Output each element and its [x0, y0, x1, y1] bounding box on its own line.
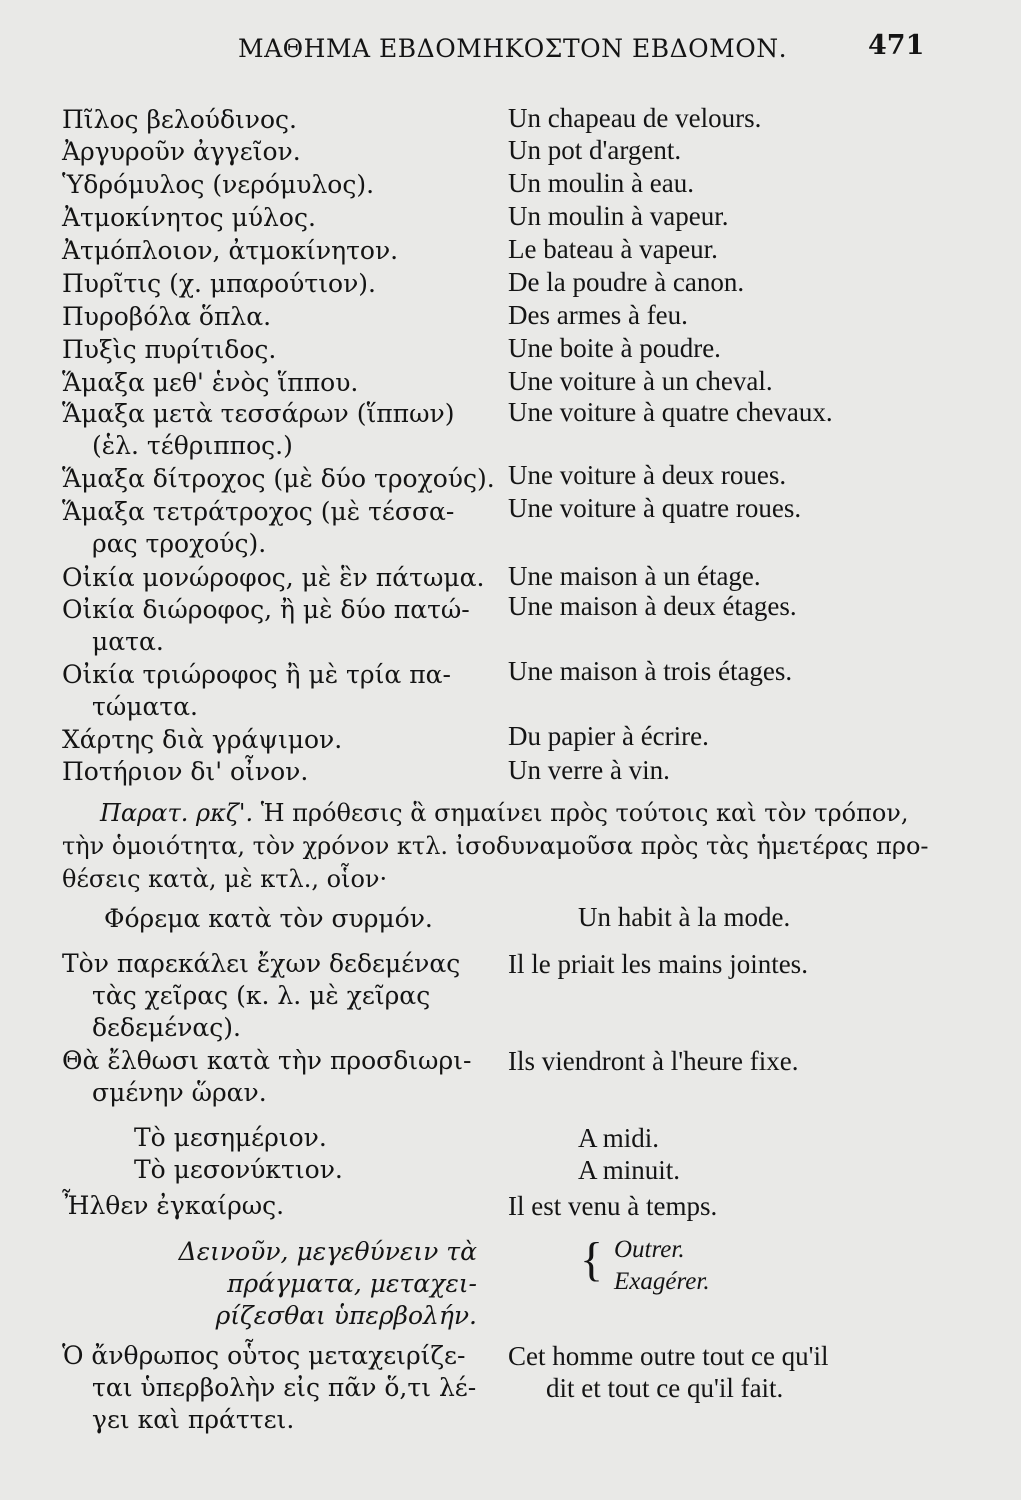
french-term: Un pot d'argent. — [508, 135, 682, 165]
french-term: Un chapeau de velours. — [508, 103, 762, 133]
french-term: De la poudre à canon. — [508, 267, 745, 297]
french-term: Une boite à poudre. — [508, 333, 721, 363]
french-example: Cet homme outre tout ce qu'il dit et tout ce qu'il fait. — [508, 1341, 829, 1403]
french-term: Une voiture à quatre roues. — [508, 493, 802, 523]
greek-example: Φόρεμα κατὰ τὸν συρμόν. — [104, 904, 433, 933]
french-term: Un moulin à vapeur. — [508, 201, 729, 231]
greek-term: Ὑδρόμυλος (νερόμυλος). — [62, 170, 375, 199]
greek-example: Ὁ ἄνθρωπος οὗτος μεταχειρίζε- ται ὑπερβολὴν εἰς πᾶν ὅ,τι λέ- γει καὶ πράττει. — [62, 1341, 477, 1434]
page-number: 471 — [868, 30, 925, 61]
note-text: τὴν ὁμοιότητα, τὸν χρόνον κτλ. ἰσοδυναμοῦσα πρὸς τὰς ἡμετέρας προ- — [62, 832, 929, 860]
greek-term: Ἅμαξα δίτροχος (μὲ δύο τροχούς). — [62, 464, 495, 493]
french-term: Du papier à écrire. — [508, 721, 709, 751]
note-text: θέσεις κατὰ, μὲ κτλ., οἷον· — [62, 865, 388, 893]
greek-term: Πυροβόλα ὅπλα. — [62, 302, 272, 331]
french-example: Il est venu à temps. — [508, 1191, 718, 1221]
greek-example: Τὸν παρεκάλει ἔχων δεδεμένας τὰς χεῖρας (κ. λ. μὲ χεῖρας δεδεμένας). — [62, 949, 461, 1042]
brace-icon: { — [580, 1233, 604, 1286]
french-example: Un habit à la mode. — [578, 902, 791, 932]
greek-term: Ἀργυροῦν ἀγγεῖον. — [62, 137, 301, 166]
greek-example: Δεινοῦν, μεγεθύνειν τὰ πράγματα, μεταχει- ρίζεσθαι ὑπερβολήν. — [178, 1237, 477, 1330]
french-term: Une voiture à quatre chevaux. — [508, 397, 833, 427]
greek-example: Τὸ μεσημέριον. Τὸ μεσονύκτιον. — [134, 1123, 343, 1184]
french-example: Outrer. Exagérer. — [614, 1236, 710, 1295]
greek-term: Οἰκία μονώροφος, μὲ ἓν πάτωμα. — [62, 563, 485, 592]
greek-term: Ἅμαξα μετὰ τεσσάρων (ἵππων) (ἑλ. τέθριππος.) — [62, 399, 455, 460]
greek-example: Θὰ ἔλθωσι κατὰ τὴν προσδιωρι- σμένην ὥραν. — [62, 1046, 472, 1107]
greek-term: Πυρῖτις (χ. μπαρούτιον). — [62, 269, 376, 298]
french-term: Un moulin à eau. — [508, 168, 694, 198]
french-example: Ils viendront à l'heure fixe. — [508, 1046, 799, 1076]
greek-term: Ἀτμόπλοιον, ἀτμοκίνητον. — [62, 236, 399, 265]
greek-term: Οἰκία τριώροφος ἢ μὲ τρία πα- τώματα. — [62, 660, 451, 721]
french-example: Il le priait les mains jointes. — [508, 949, 808, 979]
greek-term: Χάρτης διὰ γράψιμον. — [62, 725, 343, 754]
french-example: A midi. A minuit. — [578, 1123, 681, 1185]
greek-term: Ποτήριον δι' οἶνον. — [62, 757, 309, 786]
greek-term: Ἅμαξα τετράτροχος (μὲ τέσσα- ρας τροχούς). — [62, 497, 455, 558]
greek-term: Οἰκία διώροφος, ἢ μὲ δύο πατώ- ματα. — [62, 595, 470, 656]
greek-term: Ἀτμοκίνητος μύλος. — [62, 203, 316, 232]
french-term: Une maison à deux étages. — [508, 591, 797, 621]
running-head: ΜΑΘΗΜΑ ΕΒΔΟΜΗΚΟΣΤΟΝ ΕΒΔΟΜΟΝ. — [238, 34, 788, 63]
note-label: Παρατ. ρκζ'. — [100, 799, 254, 827]
note-text: Ἡ πρόθεσις ἃ σημαίνει πρὸς τούτοις καὶ τὸν τρόπον, — [260, 799, 909, 827]
french-term: Une voiture à deux roues. — [508, 460, 787, 490]
greek-example: Ἦλθεν ἐγκαίρως. — [62, 1191, 285, 1220]
french-term: Une voiture à un cheval. — [508, 366, 773, 396]
greek-term: Πῖλος βελούδινος. — [62, 105, 297, 134]
grammar-note — [62, 797, 962, 896]
french-term: Le bateau à vapeur. — [508, 234, 718, 264]
french-term: Un verre à vin. — [508, 755, 670, 785]
greek-term: Πυξὶς πυρίτιδος. — [62, 335, 277, 364]
french-term: Des armes à feu. — [508, 300, 688, 330]
french-term: Une maison à trois étages. — [508, 656, 793, 686]
french-term: Une maison à un étage. — [508, 561, 761, 591]
greek-term: Ἅμαξα μεθ' ἑνὸς ἵππου. — [62, 368, 359, 397]
